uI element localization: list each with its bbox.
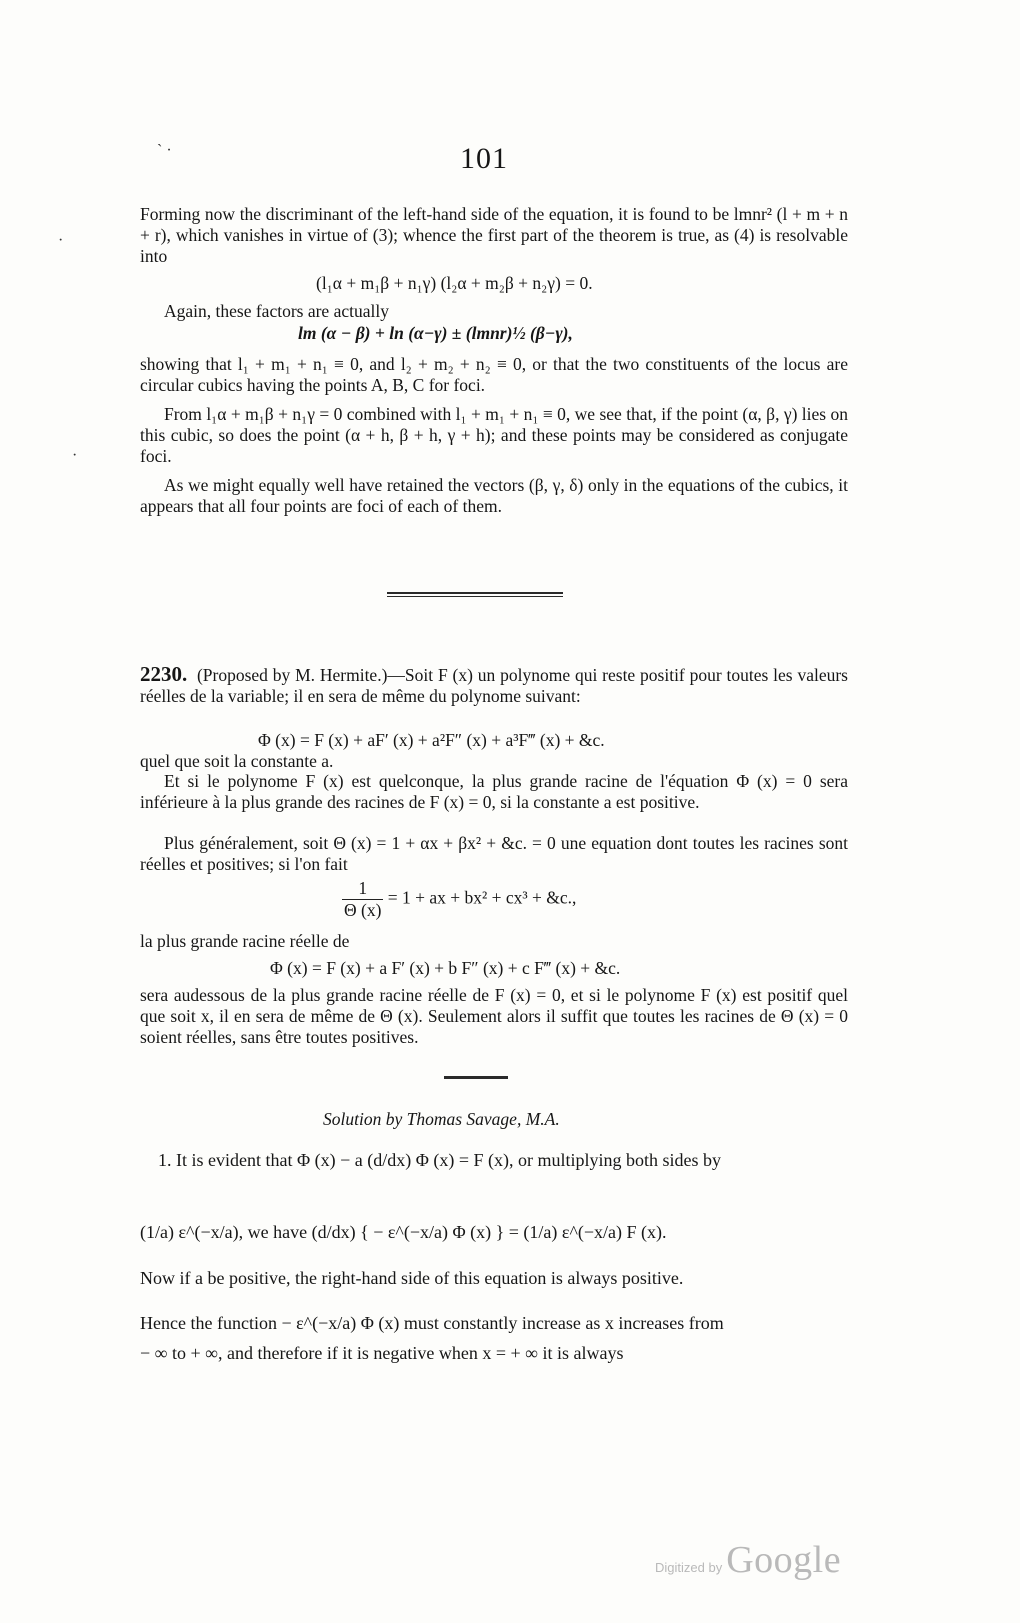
question-number: 2230. <box>140 662 188 686</box>
fraction-denominator: Θ (x) <box>344 900 382 920</box>
fraction-numerator: 1 <box>342 878 383 900</box>
section-divider <box>387 592 563 594</box>
question-statement <box>140 664 848 707</box>
equation-factorization: (l₁α + m₁β + n₁γ) (l₂α + m₂β + n₂γ) = 0. <box>316 273 593 293</box>
question-paragraph-5: la plus grande racine réelle de <box>140 931 350 951</box>
equation-phi: Φ (x) = F (x) + aF′ (x) + a²F″ (x) + a³F‴ (x) + &c. <box>258 730 605 750</box>
intro-paragraph-5: As we might equally well have retained the vectors (β, γ, δ) only in the equations of the cubics, it appears that all four points are foci of each of them. <box>140 475 848 516</box>
print-speck: · <box>72 447 78 464</box>
solution-line-4: Hence the function − ε^(−x/a) Φ (x) must constantly increase as x increases from <box>140 1313 724 1333</box>
question-paragraph-3: Et si le polynome F (x) est quelconque, la plus grande racine de l'équation Φ (x) = 0 sera inférieure à la plus grande des racines de F (x) = 0, si la constante a est positive. <box>140 771 848 812</box>
watermark-prefix: Digitized by <box>655 1560 723 1575</box>
google-logo: Google <box>726 1539 842 1581</box>
solution-line-1: 1. It is evident that Φ (x) − a (d/dx) Φ (x) = F (x), or multiplying both sides by <box>158 1150 722 1170</box>
fraction <box>342 878 383 921</box>
question-intro: (Proposed by M. Hermite.)—Soit F (x) un polynome qui reste positif pour toutes les valeurs réelles de la variable; il en sera de même du polynome suivant: <box>140 665 848 706</box>
solution-divider <box>444 1076 508 1079</box>
intro-paragraph-4: From l₁α + m₁β + n₁γ = 0 combined with l₁ + m₁ + n₁ ≡ 0, we see that, if the point (α, β, γ) lies on this cubic, so does the point (α + h, β + h, γ + h); and these points may be considered as conjugate foci. <box>140 404 848 466</box>
question-paragraph-4: Plus généralement, soit Θ (x) = 1 + αx + βx² + &c. = 0 une equation dont toutes les racines sont réelles et positives; si l'on fait <box>140 833 848 874</box>
question-paragraph-2: quel que soit la constante a. <box>140 751 334 771</box>
intro-paragraph-3: showing that l₁ + m₁ + n₁ ≡ 0, and l₂ + m₂ + n₂ ≡ 0, or that the two constituents of the locus are circular cubics having the points A, B, C for foci. <box>140 354 848 395</box>
page-number: 101 <box>460 142 508 175</box>
print-speck: ˋ · <box>157 142 172 159</box>
equation-factors: lm (α − β) + ln (α−γ) ± (lmnr)½ (β−γ), <box>298 323 573 343</box>
digitized-by-google-watermark <box>655 1538 841 1582</box>
print-speck: · <box>58 232 64 249</box>
equation-rhs: = 1 + ax + bx² + cx³ + &c., <box>387 887 577 908</box>
solution-line-5: − ∞ to + ∞, and therefore if it is negative when x = + ∞ it is always <box>140 1343 624 1363</box>
equation-reciprocal-theta <box>342 878 576 921</box>
section-divider-second-line <box>387 596 563 597</box>
intro-paragraph-2: Again, these factors are actually <box>164 301 389 321</box>
solution-heading: Solution by Thomas Savage, M.A. <box>323 1109 560 1129</box>
intro-paragraph-1: Forming now the discriminant of the left-hand side of the equation, it is found to be lmnr² (l + m + n + r), which vanishes in virtue of (3); whence the first part of the theorem is true, as (4) is resolvable into <box>140 204 848 266</box>
solution-line-2: (1/a) ε^(−x/a), we have (d/dx) { − ε^(−x/a) Φ (x) } = (1/a) ε^(−x/a) F (x). <box>140 1222 667 1242</box>
question-paragraph-6: sera audessous de la plus grande racine réelle de F (x) = 0, et si le polynome F (x) est positif quel que soit x, il en sera de même de Θ (x). Seulement alors il suffit que toutes les racines de Θ (x) = 0 soient réelles, sans être toutes positives. <box>140 985 848 1047</box>
equation-phi-general: Φ (x) = F (x) + a F′ (x) + b F″ (x) + c F‴ (x) + &c. <box>270 958 621 978</box>
solution-line-3: Now if a be positive, the right-hand side of this equation is always positive. <box>140 1268 684 1288</box>
